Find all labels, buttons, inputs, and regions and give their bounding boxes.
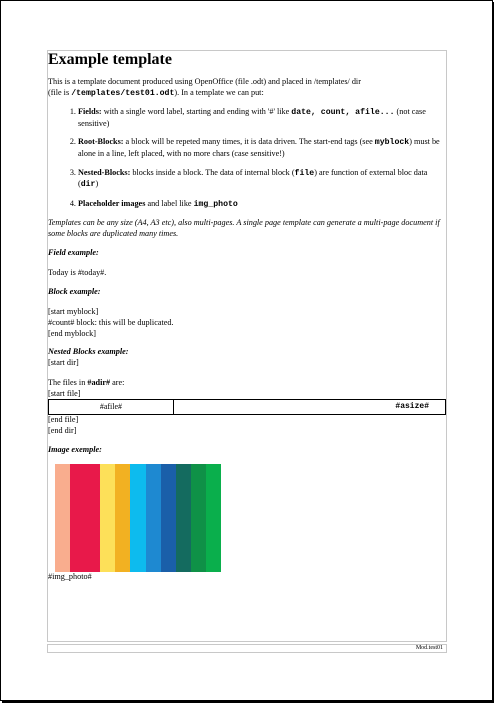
- list-item: 1. Fields: with a single word label, starting and ending with '#' like date, count, afile... (not case sensitive): [78, 107, 446, 129]
- template-size-note: Templates can be any size (A4, A3 etc), also multi-pages. A single page template can generate a multi-page document if some blocks are duplicated many times.: [48, 218, 440, 238]
- nested-blocks-heading: Nested Blocks example:: [48, 347, 129, 357]
- intro-line-1: This is a template document produced using OpenOffice (file .odt) and placed in /templates/ dir: [48, 77, 361, 86]
- block-start-tag: [start myblock]: [48, 307, 99, 317]
- list-item: 4. Placeholder images and label like img_photo: [78, 199, 446, 211]
- image-stripe: [115, 464, 130, 572]
- start-dir-tag: [start dir]: [48, 357, 79, 367]
- page-footer: [47, 644, 447, 653]
- image-example-heading: Image exemple:: [48, 444, 102, 454]
- end-file-tag: [end file]: [48, 415, 79, 425]
- footer-label: Mod.test01: [415, 645, 443, 651]
- list-item: 2. Root-Blocks: a block will be repeted many times, it is data driven. The start-end tags (see myblock) must be alone in a line, left placed, with no more chars (case sensitive!): [78, 137, 446, 159]
- image-stripe: [55, 464, 70, 572]
- document-title: Example template: [48, 51, 172, 68]
- image-stripe: [130, 464, 145, 572]
- field-example-heading: Field example:: [48, 247, 99, 257]
- table-row: [49, 400, 446, 415]
- table-cell-afile: #afile#: [49, 400, 174, 415]
- files-in-dir-text: The files in #adir# are:: [48, 378, 125, 388]
- start-file-tag: [start file]: [48, 388, 81, 398]
- image-stripe: [146, 464, 161, 572]
- image-stripe: [191, 464, 206, 572]
- block-end-tag: [end myblock]: [48, 328, 96, 338]
- document-body: [48, 50, 446, 583]
- image-stripe: [161, 464, 176, 572]
- feature-list: [48, 107, 446, 210]
- image-stripe: [206, 464, 221, 572]
- block-body-text: #count# block: this will be duplicated.: [48, 317, 174, 327]
- list-item: 3. Nested-Blocks: blocks inside a block. The data of internal block (file) are function of external bloc data (dir): [78, 168, 446, 191]
- placeholder-image: [55, 464, 221, 572]
- files-table: [48, 399, 446, 415]
- block-example-heading: Block example:: [48, 286, 101, 296]
- intro-line-2: (file is /templates/test01.odt). In a template we can put:: [48, 87, 264, 98]
- end-dir-tag: [end dir]: [48, 426, 77, 436]
- image-label: #img_photo#: [48, 572, 92, 582]
- image-stripe: [70, 464, 85, 572]
- field-example-text: Today is #today#.: [48, 268, 107, 278]
- image-stripe: [176, 464, 191, 572]
- table-cell-asize: #asize#: [173, 400, 445, 415]
- image-stripe: [100, 464, 115, 572]
- template-path: /templates/test01.odt: [71, 88, 175, 98]
- image-stripe: [85, 464, 100, 572]
